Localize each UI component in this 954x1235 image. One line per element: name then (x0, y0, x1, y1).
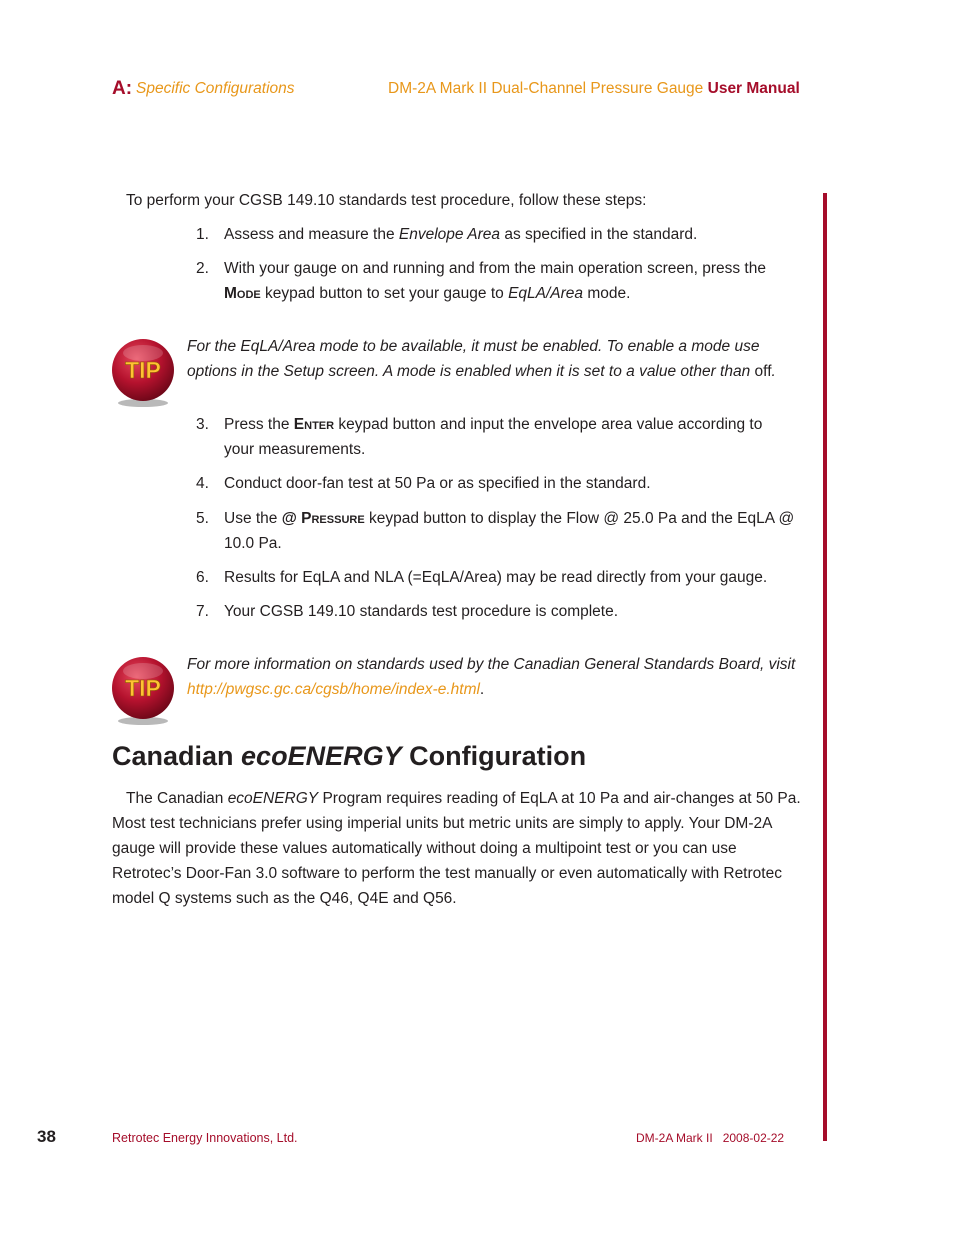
paragraph-text: The Canadian (126, 790, 228, 807)
tip-note-2 (187, 652, 807, 702)
footer-doc-id: DM-2A Mark II (636, 1131, 713, 1145)
paragraph-text: Program requires reading of EqLA at 10 Pa and air-changes at 50 Pa. Most test technicians prefer using imperial units but metric units are simply to apply. Your DM-2A gauge will provide these values automatically without doing a multipoint test or you can use Retrotec’s Door-Fan 3.0 software to perform the test manually or even automatically with Retrotec model Q systems such as the Q46, Q4E and Q56. (112, 790, 801, 907)
tip-text: For more information on standards used by the Canadian General Standards Board, visit (187, 656, 796, 673)
step-emphasis: EqLA/Area (508, 285, 584, 302)
footer-date: 2008-02-22 (722, 1131, 785, 1145)
tip-icon (110, 655, 176, 727)
step-text: keypad button and input the envelope area value according to your measurements. (224, 416, 763, 458)
heading-emphasis: ecoENERGY (241, 741, 402, 771)
keypad-key-label: Mode (224, 285, 261, 302)
heading-part: Configuration (401, 741, 587, 771)
tip-off-word: off (754, 363, 772, 380)
step-text: as specified in the standard. (500, 226, 698, 243)
step-text: Use the (224, 510, 282, 527)
step-emphasis: Envelope Area (398, 226, 501, 243)
tip-text-end: . (479, 681, 485, 698)
paragraph-emphasis: ecoENERGY (227, 790, 319, 807)
step-2 (196, 256, 796, 306)
step-number: 2. (196, 260, 209, 277)
footer-company: Retrotec Energy Innovations, Ltd. (112, 1131, 298, 1145)
keypad-key-label: @ Pressure (281, 510, 365, 527)
step-5 (196, 506, 796, 556)
page-number: 38 (37, 1127, 56, 1146)
tip-icon (110, 337, 176, 409)
step-number: 7. (196, 603, 209, 620)
step-7 (196, 599, 796, 624)
side-rule (823, 193, 827, 1141)
step-text: Assess and measure the (224, 226, 399, 243)
step-number: 4. (196, 475, 209, 492)
step-1 (196, 222, 796, 247)
section-heading (112, 741, 586, 772)
footer-doc-info (636, 1131, 784, 1145)
step-number: 1. (196, 226, 209, 243)
cgsb-link[interactable]: http://pwgsc.gc.ca/cgsb/home/index-e.html (187, 681, 480, 698)
doc-title (388, 80, 800, 98)
step-4 (196, 471, 796, 496)
tip-icon-label: TIP (125, 357, 161, 383)
step-6 (196, 565, 796, 590)
tip-icon-label: TIP (125, 675, 161, 701)
step-text: keypad button to display the Flow @ 25.0 Pa and the EqLA @ 10.0 Pa. (224, 510, 795, 552)
tip-text: For the EqLA/Area mode to be available, it must be enabled. To enable a mode use options in the Setup screen. A mode is enabled when it is set to a value other than (187, 338, 760, 380)
step-text: mode. (583, 285, 631, 302)
tip-note-1 (187, 334, 807, 384)
intro-text: To perform your CGSB 149.10 standards test procedure, follow these steps: (126, 192, 647, 209)
step-text: Conduct door-fan test at 50 Pa or as specified in the standard. (224, 475, 651, 492)
step-text: With your gauge on and running and from the main operation screen, press the (224, 260, 766, 277)
doc-title-bold: User Manual (707, 80, 800, 97)
step-number: 5. (196, 510, 209, 527)
appendix-letter: A: (112, 78, 133, 99)
heading-part: Canadian (112, 741, 242, 771)
keypad-key-label: Enter (293, 416, 335, 433)
section-paragraph (112, 786, 802, 911)
section-title: Specific Configurations (136, 80, 295, 97)
step-text: Your CGSB 149.10 standards test procedure is complete. (224, 603, 619, 620)
tip-text-end: . (771, 363, 776, 380)
step-3 (196, 412, 796, 462)
step-text: Results for EqLA and NLA (=EqLA/Area) may be read directly from your gauge. (224, 569, 768, 586)
step-text: Press the (224, 416, 294, 433)
step-number: 6. (196, 569, 209, 586)
step-text: keypad button to set your gauge to (260, 285, 509, 302)
doc-title-main: DM-2A Mark II Dual-Channel Pressure Gauge (388, 80, 704, 97)
step-number: 3. (196, 416, 209, 433)
